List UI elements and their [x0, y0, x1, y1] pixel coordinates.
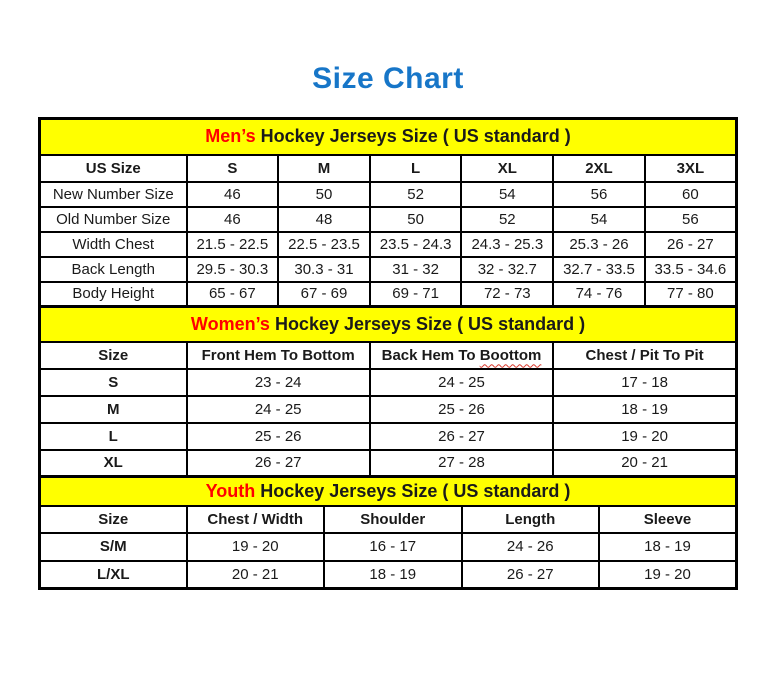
column-header: Front Hem To Bottom: [187, 342, 370, 369]
size-value: 19 - 20: [553, 423, 736, 450]
size-value: 31 - 32: [370, 257, 462, 282]
column-header: Size: [40, 342, 187, 369]
column-header: 2XL: [553, 155, 645, 182]
size-value: 67 - 69: [278, 282, 370, 307]
column-header: Size: [40, 506, 187, 533]
youth-section-accent-label: Youth: [205, 480, 256, 501]
youth-section-band-row: [40, 477, 737, 506]
size-value: 24.3 - 25.3: [461, 232, 553, 257]
mens-section-accent-label: Men’s: [205, 126, 256, 147]
column-header: Shoulder: [324, 506, 462, 533]
size-value: 54: [461, 182, 553, 207]
size-value: 25 - 26: [187, 423, 370, 450]
size-value: 33.5 - 34.6: [645, 257, 737, 282]
size-value: 16 - 17: [324, 533, 462, 561]
table-row: [40, 423, 737, 450]
size-value: 26 - 27: [370, 423, 553, 450]
row-label: XL: [40, 450, 187, 477]
size-value: 54: [553, 207, 645, 232]
table-row: [40, 369, 737, 396]
size-value: 26 - 27: [187, 450, 370, 477]
row-label: L: [40, 423, 187, 450]
size-value: 46: [187, 182, 279, 207]
mens-section-band-row: [40, 119, 737, 155]
table-row: [40, 232, 737, 257]
row-label: Old Number Size: [40, 207, 187, 232]
womens-size-table: [38, 305, 738, 478]
column-header: [370, 342, 553, 369]
table-row: [40, 561, 737, 589]
size-value: 50: [370, 207, 462, 232]
row-label: New Number Size: [40, 182, 187, 207]
size-value: 48: [278, 207, 370, 232]
table-row: [40, 282, 737, 307]
size-value: 50: [278, 182, 370, 207]
size-value: 32 - 32.7: [461, 257, 553, 282]
size-value: 24 - 25: [370, 369, 553, 396]
youth-header-row: [40, 506, 737, 533]
table-row: [40, 257, 737, 282]
size-value: 23.5 - 24.3: [370, 232, 462, 257]
size-value: 18 - 19: [553, 396, 736, 423]
size-value: 26 - 27: [462, 561, 600, 589]
size-value: 60: [645, 182, 737, 207]
column-header: L: [370, 155, 462, 182]
size-value: 25.3 - 26: [553, 232, 645, 257]
size-value: 22.5 - 23.5: [278, 232, 370, 257]
size-value: 21.5 - 22.5: [187, 232, 279, 257]
size-value: 72 - 73: [461, 282, 553, 307]
column-header: S: [187, 155, 279, 182]
row-label: S: [40, 369, 187, 396]
youth-section-label: Hockey Jerseys Size ( US standard ): [255, 480, 571, 501]
womens-header-row: [40, 342, 737, 369]
size-value: 74 - 76: [553, 282, 645, 307]
womens-section-band-row: [40, 307, 737, 342]
size-value: 24 - 26: [462, 533, 600, 561]
size-value: 19 - 20: [187, 533, 325, 561]
size-value: 20 - 21: [187, 561, 325, 589]
size-value: 19 - 20: [599, 561, 737, 589]
size-value: 52: [370, 182, 462, 207]
column-header: M: [278, 155, 370, 182]
mens-section-label: Hockey Jerseys Size ( US standard ): [255, 126, 571, 147]
mens-section-band: [40, 119, 737, 155]
size-value: 52: [461, 207, 553, 232]
mens-size-table: [38, 117, 738, 308]
womens-section-accent-label: Women’s: [190, 313, 270, 334]
column-header: Length: [462, 506, 600, 533]
size-value: 56: [645, 207, 737, 232]
table-row: [40, 533, 737, 561]
table-row: [40, 396, 737, 423]
row-label: Back Length: [40, 257, 187, 282]
womens-section-band: [40, 307, 737, 342]
size-value: 20 - 21: [553, 450, 736, 477]
size-value: 69 - 71: [370, 282, 462, 307]
row-label: Width Chest: [40, 232, 187, 257]
size-value: 56: [553, 182, 645, 207]
table-row: [40, 207, 737, 232]
row-label: S/M: [40, 533, 187, 561]
column-header: 3XL: [645, 155, 737, 182]
column-header: Sleeve: [599, 506, 737, 533]
size-value: 65 - 67: [187, 282, 279, 307]
size-value: 30.3 - 31: [278, 257, 370, 282]
size-value: 24 - 25: [187, 396, 370, 423]
column-header: Chest / Width: [187, 506, 325, 533]
size-value: 23 - 24: [187, 369, 370, 396]
table-row: [40, 182, 737, 207]
row-label: M: [40, 396, 187, 423]
size-chart-tables: [38, 117, 738, 590]
column-header: US Size: [40, 155, 187, 182]
size-value: 29.5 - 30.3: [187, 257, 279, 282]
size-value: 32.7 - 33.5: [553, 257, 645, 282]
mens-header-row: [40, 155, 737, 182]
size-value: 26 - 27: [645, 232, 737, 257]
size-value: 18 - 19: [324, 561, 462, 589]
youth-section-band: [40, 477, 737, 506]
column-header-text: Back Hem To: [381, 346, 480, 364]
misspelled-word: Boottom: [479, 346, 542, 364]
size-value: 46: [187, 207, 279, 232]
size-value: 18 - 19: [599, 533, 737, 561]
row-label: Body Height: [40, 282, 187, 307]
womens-section-label: Hockey Jerseys Size ( US standard ): [269, 313, 586, 334]
size-value: 77 - 80: [645, 282, 737, 307]
column-header: XL: [461, 155, 553, 182]
size-value: 25 - 26: [370, 396, 553, 423]
size-value: 17 - 18: [553, 369, 736, 396]
column-header: Chest / Pit To Pit: [553, 342, 736, 369]
size-value: 27 - 28: [370, 450, 553, 477]
page-title: Size Chart: [312, 62, 464, 95]
row-label: L/XL: [40, 561, 187, 589]
table-row: [40, 450, 737, 477]
youth-size-table: [38, 475, 738, 590]
